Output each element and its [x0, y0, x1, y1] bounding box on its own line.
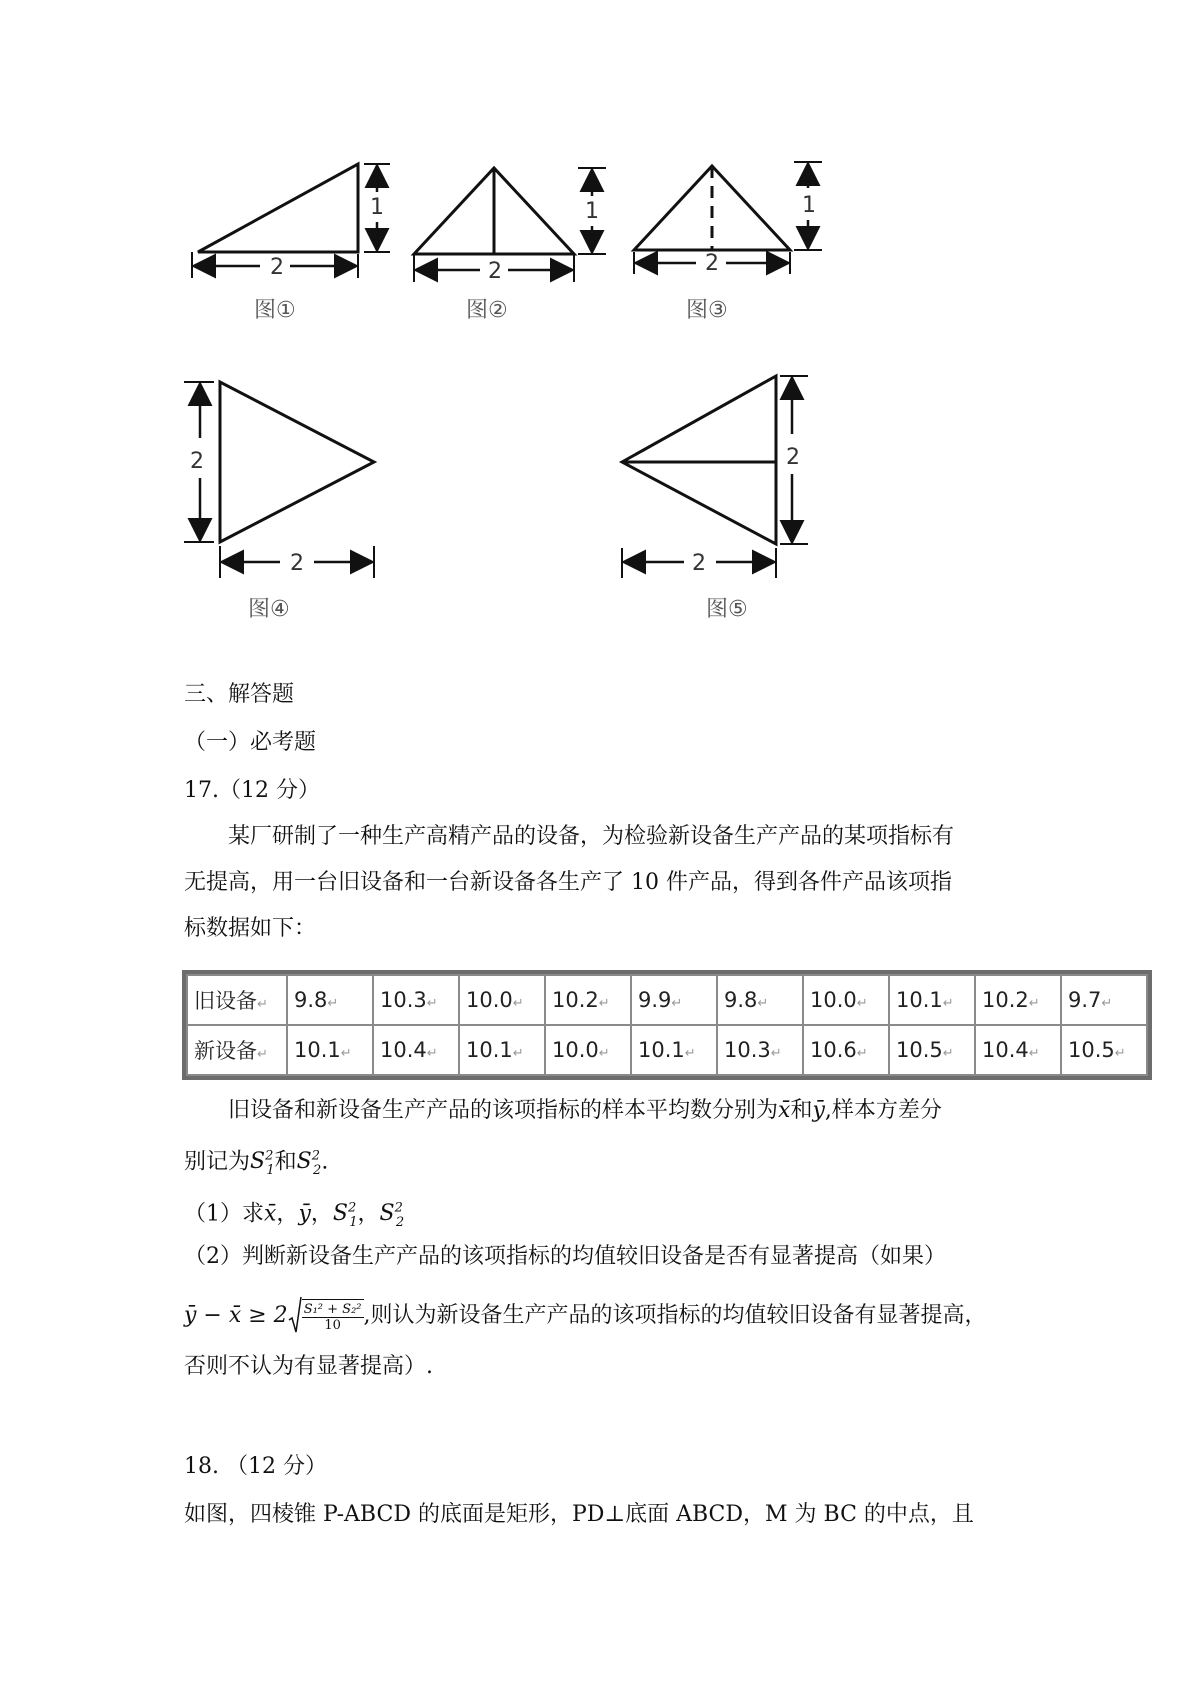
q17-part-1: （1）求x̄，ȳ，$S^2_1$，$S^2_2$	[184, 1201, 405, 1230]
table-cell: 10.3↵	[373, 975, 459, 1025]
fraction-numerator: S₁² + S₂²	[303, 1302, 362, 1317]
height-label: 2	[190, 449, 204, 474]
table-cell: 9.8↵	[717, 975, 803, 1025]
inequality-lhs: ȳ − x̄ ≥ 2	[184, 1303, 288, 1328]
table-cell: 10.6↵	[803, 1025, 889, 1075]
table-cell: 10.5↵	[889, 1025, 975, 1075]
table-cell: 10.1↵	[631, 1025, 717, 1075]
q17-header: 17.（12 分）	[184, 778, 320, 803]
triangle-shape	[622, 376, 776, 544]
table-row	[187, 1025, 1147, 1075]
s2-squared: $S^2_2$	[379, 1201, 405, 1230]
q18-text: 如图，四棱锥 P-ABCD 的底面是矩形，PD⊥底面 ABCD，M 为 BC 的中点，且	[184, 1502, 974, 1527]
base-label: 2	[488, 259, 502, 284]
desc-text-a: 旧设备和新设备生产产品的该项指标的样本平均数分别为	[228, 1098, 779, 1123]
figure-4	[180, 372, 380, 586]
desc-text-b: ,样本方差分	[824, 1098, 942, 1123]
and-text: 和	[790, 1098, 813, 1123]
q17-description	[184, 1088, 1034, 1194]
q17-intro-line-1: 某厂研制了一种生产高精产品的设备，为检验新设备生产产品的某项指标有	[228, 824, 955, 849]
figure-3-caption: 图③	[686, 298, 728, 323]
figure-1	[190, 150, 400, 294]
table-cell: 9.7↵	[1061, 975, 1147, 1025]
inequality-rest: ,则认为新设备生产产品的该项指标的均值较旧设备有显著提高，	[363, 1303, 987, 1328]
table-cell: 10.0↵	[545, 1025, 631, 1075]
s2-squared: $S^2_2$	[296, 1149, 322, 1178]
base-label: 2	[270, 255, 284, 280]
row-header: 旧设备↵	[187, 975, 287, 1025]
table-cell: 10.1↵	[459, 1025, 545, 1075]
desc-text-c: 别记为	[184, 1149, 251, 1175]
figure-4-caption: 图④	[248, 597, 290, 622]
q17-intro-line-3: 标数据如下：	[184, 916, 317, 941]
sqrt-expression	[288, 1296, 364, 1336]
table-cell: 10.4↵	[975, 1025, 1061, 1075]
ybar-symbol: ȳ	[812, 1098, 825, 1123]
base-label: 2	[692, 551, 706, 576]
triangle-shape	[220, 382, 374, 542]
table-cell: 10.1↵	[287, 1025, 373, 1075]
q17-conclusion: 否则不认为有显著提高）.	[184, 1354, 433, 1379]
height-label: 2	[786, 445, 800, 470]
table-cell: 10.0↵	[459, 975, 545, 1025]
figure-2-caption: 图②	[466, 298, 508, 323]
and-text-2: 和	[274, 1149, 297, 1175]
q17-inequality	[184, 1296, 987, 1336]
data-table	[186, 974, 1148, 1076]
table-cell: 10.2↵	[975, 975, 1061, 1025]
table-cell: 10.4↵	[373, 1025, 459, 1075]
table-cell: 10.3↵	[717, 1025, 803, 1075]
s1-squared: $S^2_1$	[250, 1149, 275, 1178]
fraction-denominator: 10	[324, 1318, 341, 1333]
table-row	[187, 975, 1147, 1025]
table-cell: 9.8↵	[287, 975, 373, 1025]
q17-desc-line-2	[184, 1134, 1034, 1194]
table-cell: 10.0↵	[803, 975, 889, 1025]
q17-part-2: （2）判断新设备生产产品的该项指标的均值较旧设备是否有显著提高（如果）	[184, 1244, 946, 1269]
figure-5	[612, 368, 822, 582]
table-cell: 9.9↵	[631, 975, 717, 1025]
height-label: 1	[370, 195, 384, 220]
figure-1-caption: 图①	[254, 298, 296, 323]
q17-intro-line-2: 无提高，用一台旧设备和一台新设备各生产了 10 件产品，得到各件产品该项指	[184, 870, 952, 895]
height-label: 1	[802, 193, 816, 218]
desc-text-d: .	[321, 1149, 329, 1175]
row-header: 新设备↵	[187, 1025, 287, 1075]
q18-header: 18. （12 分）	[184, 1454, 327, 1479]
s1-squared: $S^2_1$	[332, 1201, 358, 1230]
q17-desc-line-1	[184, 1088, 1034, 1134]
table-cell: 10.1↵	[889, 975, 975, 1025]
base-label: 2	[290, 551, 304, 576]
base-label: 2	[705, 251, 719, 276]
part1-label: （1）求	[184, 1201, 264, 1227]
figure-2	[406, 150, 616, 294]
xbar-symbol: x̄	[778, 1098, 791, 1123]
figure-3	[626, 148, 836, 292]
triangle-shape	[198, 164, 358, 252]
table-cell: 10.2↵	[545, 975, 631, 1025]
q17-intro	[184, 814, 1034, 952]
subsection-title: （一）必考题	[184, 730, 317, 755]
table-cell: 10.5↵	[1061, 1025, 1147, 1075]
section-title: 三、解答题	[184, 682, 295, 707]
height-label: 1	[585, 199, 599, 224]
figure-5-caption: 图⑤	[706, 597, 748, 622]
